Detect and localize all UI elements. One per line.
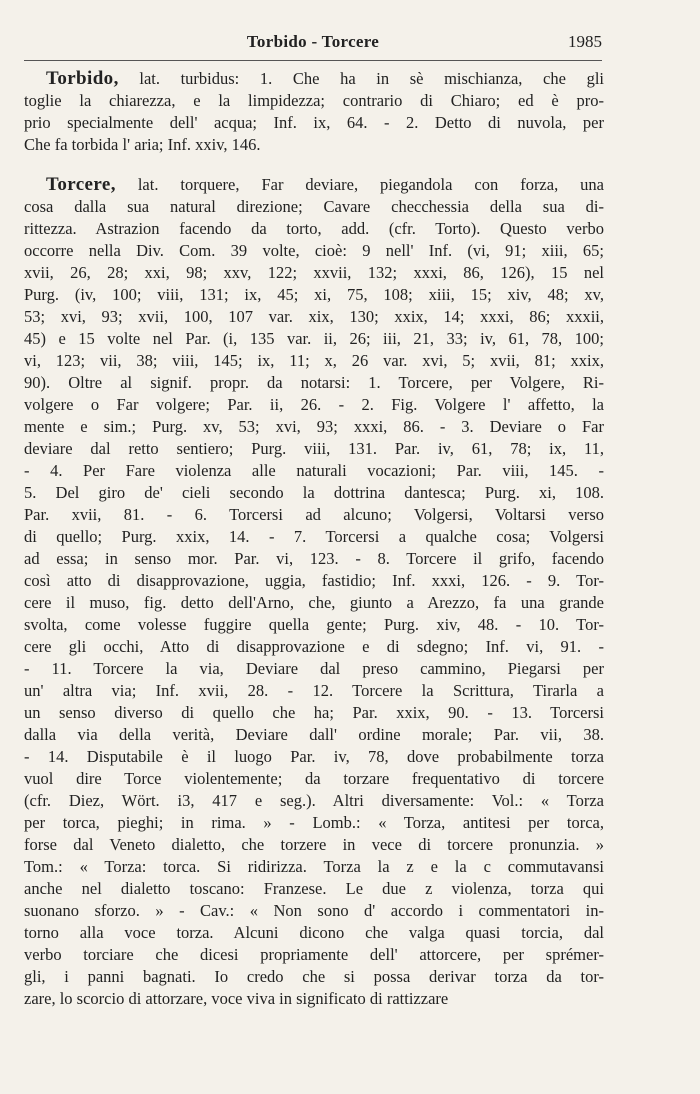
- body-text: [24, 68, 604, 1028]
- line-text: dalla via della verità, Deviare dall' ordine morale; Par. vii, 38.: [24, 725, 604, 744]
- text-line: [24, 790, 604, 812]
- line-text: Tom.: « Torza: torca. Si ridirizza. Torza la z e la c commutavansi: [24, 857, 604, 876]
- text-line: [24, 68, 604, 90]
- line-text: prio specialmente dell' acqua; Inf. ix, 64. - 2. Detto di nuvola, per: [24, 113, 604, 132]
- text-line: [24, 658, 604, 680]
- entry-torcere: [24, 174, 604, 1010]
- text-line: [24, 262, 604, 284]
- text-line: [24, 570, 604, 592]
- text-line: [24, 856, 604, 878]
- running-head: Torbido - Torcere: [246, 32, 380, 51]
- line-text: - 4. Per Fare violenza alle naturali vocazioni; Par. viii, 145. -: [24, 461, 604, 480]
- text-line: [24, 944, 604, 966]
- page-number: 1985: [568, 32, 602, 51]
- text-line: [24, 328, 604, 350]
- text-line: [24, 350, 604, 372]
- line-text: - 11. Torcere la via, Deviare dal preso cammino, Piegarsi per: [24, 659, 604, 678]
- text-line: [24, 966, 604, 988]
- text-line: [24, 614, 604, 636]
- text-line: [24, 988, 604, 1010]
- line-text: verbo torciare che dicesi propriamente dell' attorcere, per sprémer-: [24, 945, 604, 964]
- line-text: Che fa torbida l' aria; Inf. xxiv, 146.: [24, 135, 261, 154]
- text-line: [24, 724, 604, 746]
- entry-torbido: [24, 68, 604, 156]
- header-rule: [24, 60, 602, 61]
- line-text: vuol dire Torce violentemente; da torzare frequentativo di torcere: [24, 769, 604, 788]
- line-text: 53; xvi, 93; xvii, 100, 107 var. xix, 130; xxix, 14; xxxi, 86; xxxii,: [24, 307, 604, 326]
- line-text: un' altra via; Inf. xvii, 28. - 12. Torcere la Scrittura, Tirarla a: [24, 681, 604, 700]
- line-text: Par. xvii, 81. - 6. Torcersi ad alcuno; Volgersi, Voltarsi verso: [24, 505, 604, 524]
- line-text: lat. torquere, Far deviare, piegandola con forza, una: [115, 175, 604, 194]
- text-line: [24, 878, 604, 900]
- text-line: [24, 702, 604, 724]
- line-text: cere gli occhi, Atto di disapprovazione e di sdegno; Inf. vi, 91. -: [24, 637, 604, 656]
- text-line: [24, 90, 604, 112]
- text-line: [24, 240, 604, 262]
- text-line: [24, 922, 604, 944]
- line-text: - 14. Disputabile è il luogo Par. iv, 78, dove probabilmente torza: [24, 747, 604, 766]
- line-text: 5. Del giro de' cieli secondo la dottrina dantesca; Purg. xi, 108.: [24, 483, 604, 502]
- text-line: [24, 504, 604, 526]
- line-text: deviare dal retto sentiero; Purg. viii, 131. Par. iv, 61, 78; ix, 11,: [24, 439, 604, 458]
- line-text: gli, i panni bagnati. Io credo che si possa derivar torza da tor-: [24, 967, 604, 986]
- line-text: 45) e 15 volte nel Par. (i, 135 var. ii, 26; iii, 21, 33; iv, 61, 78, 100;: [24, 329, 604, 348]
- text-line: [24, 746, 604, 768]
- line-text: 90). Oltre al signif. propr. da notarsi: 1. Torcere, per Volgere, Ri-: [24, 373, 604, 392]
- line-text: di quello; Purg. xxix, 14. - 7. Torcersi a qualche cosa; Volgersi: [24, 527, 604, 546]
- text-line: [24, 218, 604, 240]
- line-text: cosa dalla sua natural direzione; Cavare checchessia della sua di-: [24, 197, 604, 216]
- line-text: occorre nella Div. Com. 39 volte, cioè: 9 nell' Inf. (vi, 91; xiii, 65;: [24, 241, 604, 260]
- text-line: [24, 306, 604, 328]
- line-text: così atto di disapprovazione, uggia, fastidio; Inf. xxxi, 126. - 9. Tor-: [24, 571, 604, 590]
- text-line: [24, 112, 604, 134]
- text-line: [24, 134, 604, 156]
- line-text: svolta, come volesse fuggire quella gente; Purg. xiv, 48. - 10. Tor-: [24, 615, 604, 634]
- text-line: [24, 482, 604, 504]
- line-text: mente e sim.; Purg. xv, 53; xvi, 93; xxxi, 86. - 3. Deviare o Far: [24, 417, 604, 436]
- line-text: volgere o Far volgere; Par. ii, 26. - 2. Fig. Volgere l' affetto, la: [24, 395, 604, 414]
- text-line: [24, 812, 604, 834]
- text-line: [24, 284, 604, 306]
- line-text: xvii, 26, 28; xxi, 98; xxv, 122; xxvii, 132; xxxi, 86, 126), 15 nel: [24, 263, 604, 282]
- line-text: per torca, pieghi; in rima. » - Lomb.: « Torza, antitesi per torca,: [24, 813, 604, 832]
- line-text: (cfr. Diez, Wört. i3, 417 e seg.). Altri diversamente: Vol.: « Torza: [24, 791, 604, 810]
- text-line: [24, 548, 604, 570]
- text-line: [24, 768, 604, 790]
- line-text: Purg. (iv, 100; viii, 131; ix, 45; xi, 75, 108; xiii, 15; xiv, 48; xv,: [24, 285, 604, 304]
- line-text: vi, 123; vii, 38; viii, 145; ix, 11; x, 26 var. xvi, 5; xvii, 81; xxix,: [24, 351, 604, 370]
- text-line: [24, 526, 604, 548]
- headword: Torbido,: [46, 68, 119, 89]
- text-line: [24, 196, 604, 218]
- text-line: [24, 636, 604, 658]
- line-text: suonano sforzo. » - Cav.: « Non sono d' accordo i commentatori in-: [24, 901, 604, 920]
- line-text: cere il muso, fig. detto dell'Arno, che, giunto a Arezzo, fa una grande: [24, 593, 604, 612]
- line-text: zare, lo scorcio di attorzare, voce viva in significato di rattizzare: [24, 989, 449, 1008]
- text-line: [24, 900, 604, 922]
- line-text: toglie la chiarezza, e la limpidezza; contrario di Chiaro; ed è pro-: [24, 91, 604, 110]
- line-text: rittezza. Astrazion facendo da torto, add. (cfr. Torto). Questo verbo: [24, 219, 604, 238]
- text-line: [24, 174, 604, 196]
- text-line: [24, 592, 604, 614]
- text-line: [24, 834, 604, 856]
- headword: Torcere,: [46, 174, 116, 195]
- text-line: [24, 416, 604, 438]
- line-text: lat. turbidus: 1. Che ha in sè mischianza, che gli: [118, 69, 604, 88]
- line-text: forse dal Veneto dialetto, che torzere in vece di torcere pronunzia. »: [24, 835, 604, 854]
- text-line: [24, 438, 604, 460]
- text-line: [24, 372, 604, 394]
- text-line: [24, 394, 604, 416]
- text-line: [24, 680, 604, 702]
- line-text: un senso diverso di quello che ha; Par. xxix, 90. - 13. Torcersi: [24, 703, 604, 722]
- line-text: torno alla voce torza. Alcuni dicono che valga quasi torcia, dal: [24, 923, 604, 942]
- page-header: [24, 32, 602, 56]
- text-line: [24, 460, 604, 482]
- line-text: ad essa; in senso mor. Par. vi, 123. - 8. Torcere il grifo, facendo: [24, 549, 604, 568]
- line-text: anche nel dialetto toscano: Franzese. Le due z violenza, torza qui: [24, 879, 604, 898]
